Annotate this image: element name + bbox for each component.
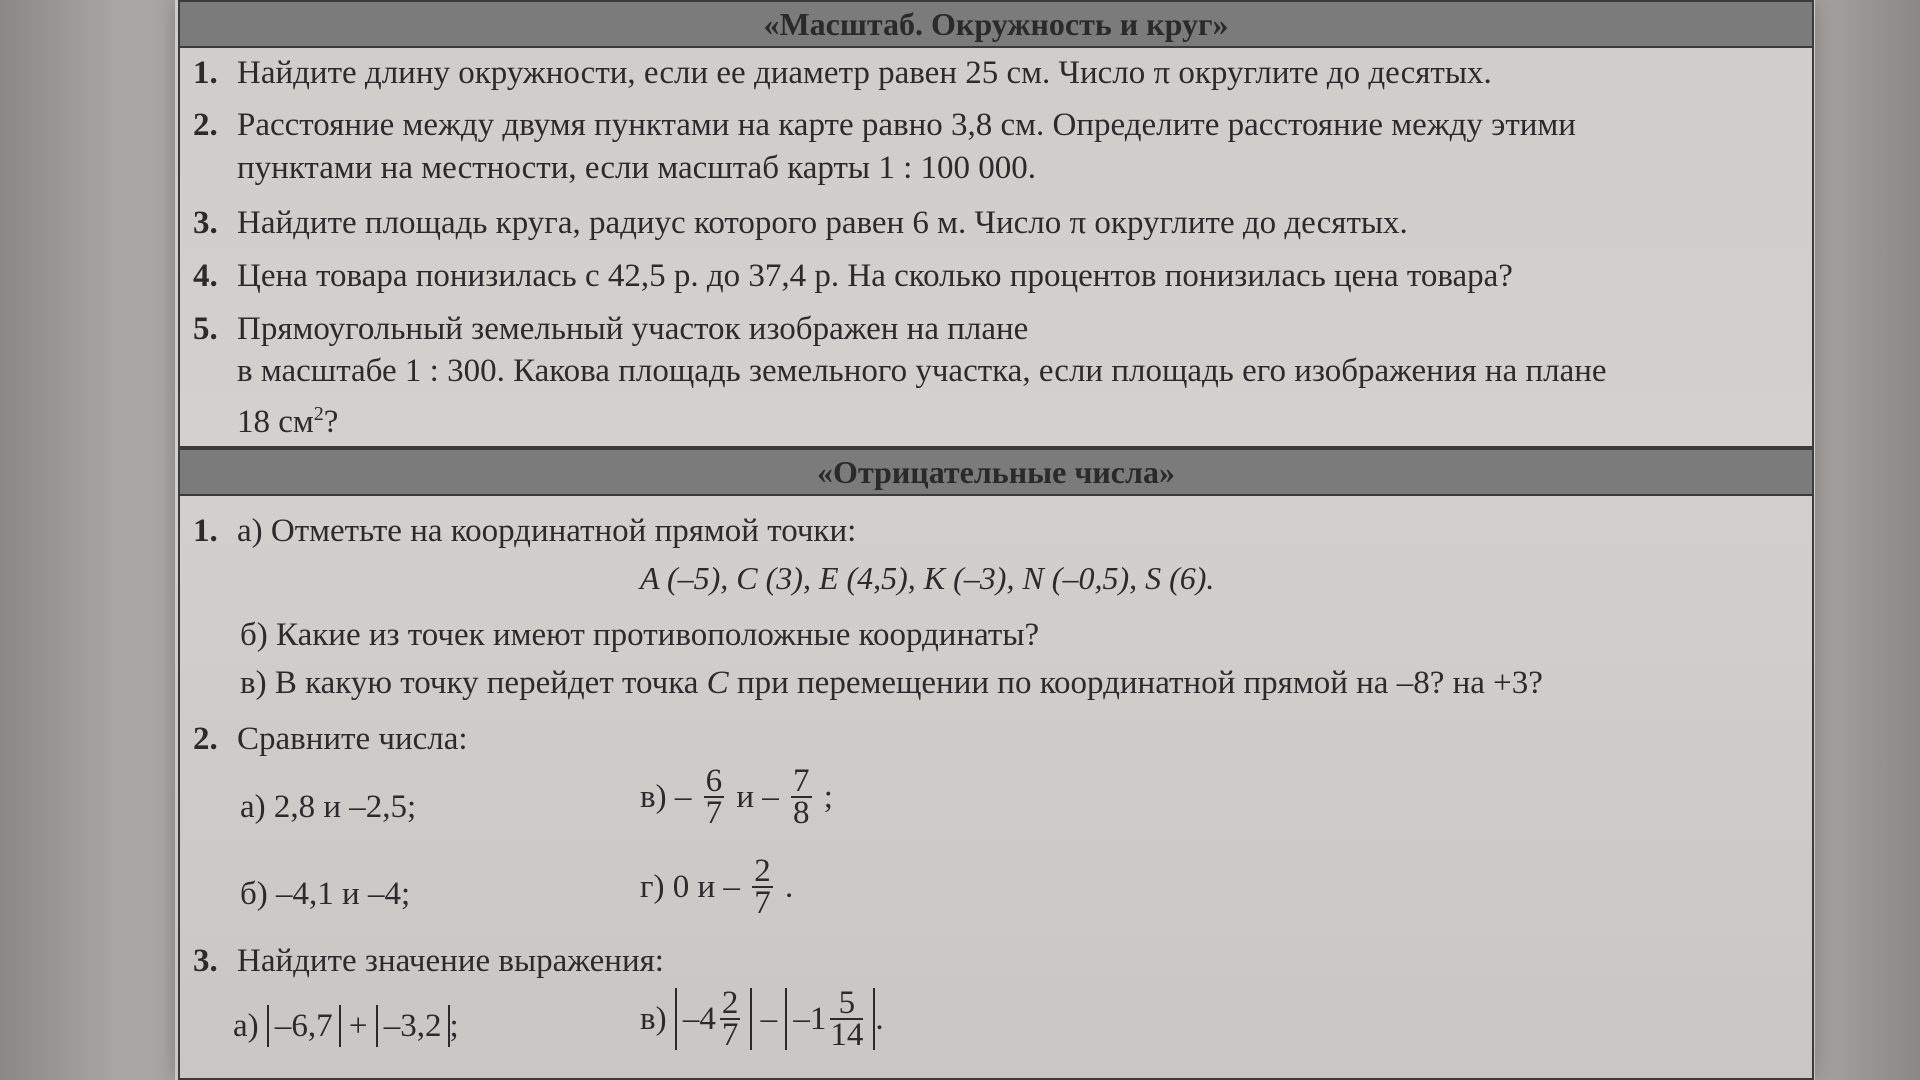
fraction: $\frac{7}{8}$: [793, 763, 810, 831]
task-1: 1. Найдите длину окружности, если ее диаметр равен 25 см. Число π округлите до десятых.: [193, 55, 1492, 91]
task-3: 3. Найдите площадь круга, радиус которого равен 6 м. Число π округлите до десятых.: [193, 205, 1408, 241]
task-2-line-2: пунктами на местности, если масштаб карты 1 : 100 000.: [237, 150, 1036, 186]
expression-v: в) –4 $\frac{2}{7}$ – –1 $\frac{5}{14}$ .: [640, 985, 884, 1053]
absolute-value: –1 $\frac{5}{14}$: [785, 988, 875, 1050]
fraction: $\frac{2}{7}$: [754, 853, 771, 921]
fraction: $\frac{6}{7}$: [705, 763, 723, 831]
fraction: $\frac{5}{14}$: [830, 985, 864, 1053]
task-4: 4. Цена товара понизилась с 42,5 р. до 37,4 р. На сколько процентов понизилась цена товара?: [193, 258, 1513, 294]
points-list: A (–5), C (3), E (4,5), K (–3), N (–0,5), S (6).: [640, 560, 1215, 596]
section-title: «Отрицательные числа»: [180, 450, 1812, 496]
absolute-value: –4 $\frac{2}{7}$: [675, 988, 753, 1050]
neg-task-2-title: 2. Сравните числа:: [193, 721, 468, 757]
compare-v: в) – $\frac{6}{7}$ и – $\frac{7}{8}$ ;: [640, 763, 833, 831]
expression-a: а) –6,7 + –3,2 ;: [233, 1005, 459, 1047]
task-5: 5. Прямоугольный земельный участок изображен на плане: [193, 311, 1029, 347]
neg-task-1a: 1. а) Отметьте на координатной прямой точки:: [193, 513, 857, 549]
compare-g: г) 0 и – $\frac{2}{7}$ .: [640, 853, 794, 921]
neg-task-1b: б) Какие из точек имеют противоположные координаты?: [240, 617, 1040, 653]
compare-a: а) 2,8 и –2,5;: [240, 789, 417, 825]
section-title: «Масштаб. Окружность и круг»: [180, 2, 1812, 48]
fraction: $\frac{2}{7}$: [721, 985, 739, 1053]
task-5-line-2: в масштабе 1 : 300. Какова площадь земельного участка, если площадь его изображения на плане: [237, 353, 1607, 389]
neg-task-3-title: 3. Найдите значение выражения:: [193, 943, 664, 979]
task-2: 2. Расстояние между двумя пунктами на карте равно 3,8 см. Определите расстояние между этими: [193, 107, 1576, 143]
neg-task-1c: в) В какую точку перейдет точка C при перемещении по координатной прямой на –8? на +3?: [240, 665, 1543, 701]
compare-b: б) –4,1 и –4;: [240, 876, 411, 912]
task-5-line-3: 18 $см^2$?: [237, 403, 339, 440]
